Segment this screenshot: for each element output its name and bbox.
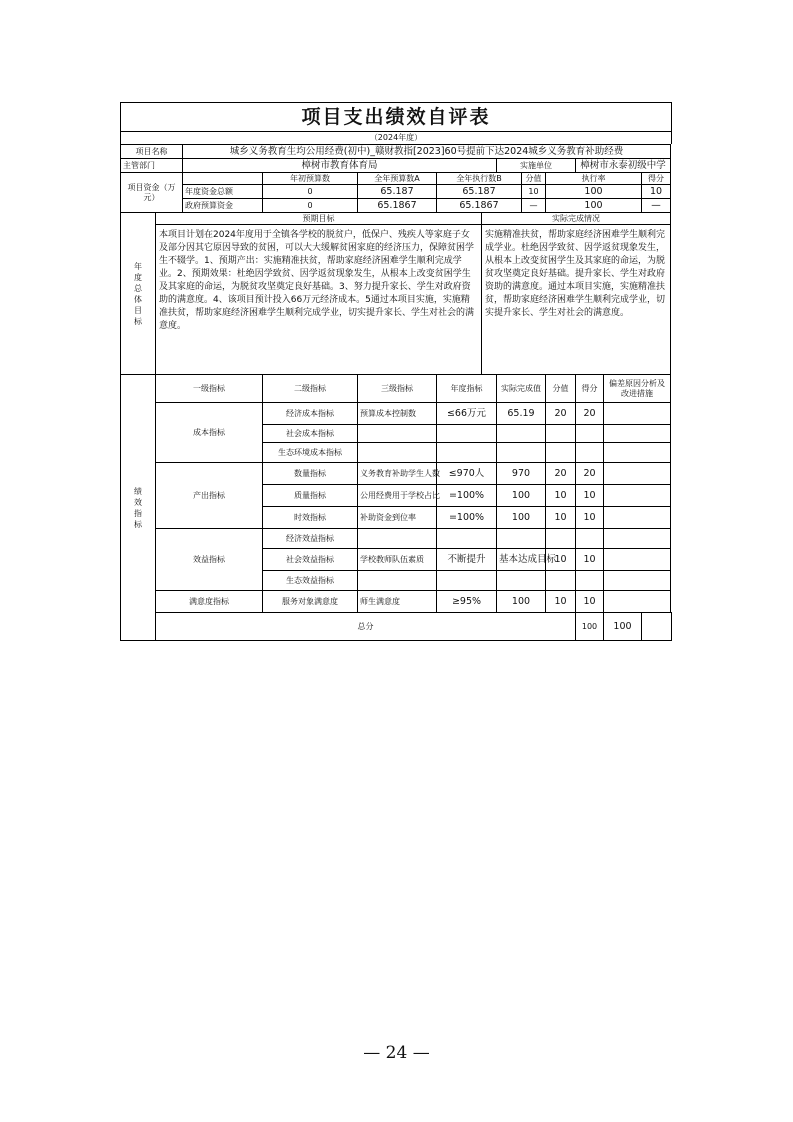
indicator-l3 xyxy=(358,443,437,463)
total-label: 总分 xyxy=(156,613,576,641)
indicator-row xyxy=(121,463,672,485)
indicator-group-cost: 成本指标 xyxy=(156,403,263,463)
funds-row-label: 年度资金总额 xyxy=(183,185,263,199)
indicator-l2: 生态效益指标 xyxy=(263,571,358,591)
indicator-target: =100% xyxy=(437,507,497,529)
indicator-l2: 经济成本指标 xyxy=(263,403,358,425)
indicator-actual xyxy=(497,571,546,591)
total-row xyxy=(121,613,672,641)
expected-goal-text: 本项目计划在2024年度用于全镇各学校的脱贫户，低保户、残疾人等家庭子女及部分因其它原因导致的贫困，可以大大缓解贫困家庭的经济压力，保障贫困学生不辍学。1、预期产出：实施精准扶贫，帮助家庭经济困难学生顺利完成学业。2、预期效果：杜绝因学致贫、因学返贫现象发生，从根本上改变贫困学生及其家庭的命运，为脱贫攻坚奠定良好基础。3、努力提升家长、学生对政府资助的满意度。4、该项目预计投入66万元经济成本。5通过本项目实施，实施精准扶贫，帮助家庭经济困难学生顺利完成学业，切实提升家长、学生对社会的满意度。 xyxy=(156,225,482,375)
indicator-header-l1: 一级指标 xyxy=(156,375,263,403)
funds-row-executed: 65.187 xyxy=(437,185,522,199)
indicator-row xyxy=(121,403,672,425)
indicator-l2: 数量指标 xyxy=(263,463,358,485)
funds-header-score: 得分 xyxy=(642,173,671,185)
impl-value: 樟树市永泰初级中学 xyxy=(576,159,671,173)
total-score: 100 xyxy=(604,613,642,641)
funds-header-executed: 全年执行数B xyxy=(437,173,522,185)
dept-label: 主管部门 xyxy=(121,159,183,173)
indicator-actual: 970 xyxy=(497,463,546,485)
total-deviation xyxy=(642,613,672,641)
indicator-target: ≥95% xyxy=(437,591,497,613)
indicators-label-cell xyxy=(121,375,156,641)
project-name-value: 城乡义务教育生均公用经费(初中)_赣财教指[2023]60号提前下达2024城乡义务教育补助经费 xyxy=(183,145,671,159)
indicator-l2: 社会成本指标 xyxy=(263,425,358,443)
indicator-score: 10 xyxy=(576,591,604,613)
indicator-deviation xyxy=(604,403,671,425)
funds-row-executed: 65.1867 xyxy=(437,199,522,213)
funds-row-annual: 65.187 xyxy=(358,185,437,199)
indicator-actual xyxy=(497,425,546,443)
indicator-score: 10 xyxy=(576,507,604,529)
funds-row-initial: 0 xyxy=(263,185,358,199)
indicator-value xyxy=(546,425,576,443)
indicator-score xyxy=(576,425,604,443)
indicator-actual: 100 xyxy=(497,507,546,529)
indicator-header-score: 得分 xyxy=(576,375,604,403)
indicator-header-value: 分值 xyxy=(546,375,576,403)
indicator-deviation xyxy=(604,443,671,463)
indicator-row xyxy=(121,529,672,549)
indicator-deviation xyxy=(604,529,671,549)
indicator-score: 20 xyxy=(576,463,604,485)
indicator-header-row xyxy=(121,375,672,403)
indicator-l2: 服务对象满意度 xyxy=(263,591,358,613)
goals-label: 年度总体目标 xyxy=(134,261,142,326)
total-value: 100 xyxy=(576,613,604,641)
indicator-l3 xyxy=(358,425,437,443)
indicator-target xyxy=(437,425,497,443)
indicator-l3 xyxy=(358,571,437,591)
indicator-value: 10 xyxy=(546,507,576,529)
funds-header-blank xyxy=(183,173,263,185)
actual-result-text: 实施精准扶贫，帮助家庭经济困难学生顺利完成学业。杜绝因学致贫、因学返贫现象发生，从根本上改变贫困学生及其家庭的命运，为脱贫攻坚奠定良好基础。提升家长、学生对政府资助的满意度。通过本项目实施，实施精准扶贫，帮助家庭经济困难学生顺利完成学业，切实提升家长、学生对社会的满意度。 xyxy=(482,225,671,375)
indicator-value: 10 xyxy=(546,549,576,571)
funds-row-score: — xyxy=(642,199,671,213)
indicator-target xyxy=(437,443,497,463)
goals-text-row xyxy=(121,225,672,375)
funds-row xyxy=(121,185,672,199)
indicator-l3: 补助资金到位率 xyxy=(358,507,437,529)
indicator-deviation xyxy=(604,571,671,591)
impl-label: 实施单位 xyxy=(497,159,576,173)
funds-row xyxy=(121,199,672,213)
indicator-deviation xyxy=(604,485,671,507)
form-title: 项目支出绩效自评表 xyxy=(120,102,672,131)
indicator-target: =100% xyxy=(437,485,497,507)
indicator-deviation xyxy=(604,507,671,529)
funds-label: 项目资金（万元） xyxy=(121,173,183,213)
page-number: — 24 — xyxy=(363,1043,430,1063)
indicator-header-l2: 二级指标 xyxy=(263,375,358,403)
funds-row-rate: 100 xyxy=(546,185,642,199)
indicator-group-output: 产出指标 xyxy=(156,463,263,529)
indicator-target: ≤970人 xyxy=(437,463,497,485)
indicator-l3: 公用经费用于学校占比 xyxy=(358,485,437,507)
indicator-actual xyxy=(497,529,546,549)
indicator-score: 10 xyxy=(576,485,604,507)
indicator-actual: 100 xyxy=(497,485,546,507)
funds-row-score: 10 xyxy=(642,185,671,199)
indicator-deviation xyxy=(604,549,671,571)
indicator-value xyxy=(546,571,576,591)
indicator-actual: 100 xyxy=(497,591,546,613)
funds-row-score-value: — xyxy=(522,199,546,213)
indicator-value xyxy=(546,443,576,463)
indicator-header-deviation: 偏差原因分析及改进措施 xyxy=(604,375,671,403)
indicator-deviation xyxy=(604,591,671,613)
indicator-score xyxy=(576,529,604,549)
indicator-group-satisfaction: 满意度指标 xyxy=(156,591,263,613)
indicator-row xyxy=(121,591,672,613)
funds-row-initial: 0 xyxy=(263,199,358,213)
funds-row-label: 政府预算资金 xyxy=(183,199,263,213)
indicator-l2: 生态环境成本指标 xyxy=(263,443,358,463)
indicator-deviation xyxy=(604,463,671,485)
goals-label-cell xyxy=(121,213,156,375)
indicator-header-l3: 三级指标 xyxy=(358,375,437,403)
indicator-value: 20 xyxy=(546,463,576,485)
indicator-actual xyxy=(497,443,546,463)
indicator-actual: 65.19 xyxy=(497,403,546,425)
indicator-value: 10 xyxy=(546,591,576,613)
indicator-l3: 义务教育补助学生人数 xyxy=(358,463,437,485)
indicator-target xyxy=(437,529,497,549)
indicator-score xyxy=(576,443,604,463)
funds-header-score-value: 分值 xyxy=(522,173,546,185)
evaluation-table xyxy=(120,144,672,641)
funds-header-annual: 全年预算数A xyxy=(358,173,437,185)
indicator-value: 10 xyxy=(546,485,576,507)
indicator-l2: 时效指标 xyxy=(263,507,358,529)
funds-row-score-value: 10 xyxy=(522,185,546,199)
indicator-actual: 基本达成目标 xyxy=(497,549,546,571)
indicator-score: 20 xyxy=(576,403,604,425)
indicator-group-benefit: 效益指标 xyxy=(156,529,263,591)
indicator-target xyxy=(437,571,497,591)
dept-value: 樟树市教育体育局 xyxy=(183,159,497,173)
indicator-target: ≤66万元 xyxy=(437,403,497,425)
indicator-l3: 师生满意度 xyxy=(358,591,437,613)
indicator-target: 不断提升 xyxy=(437,549,497,571)
goals-header-row xyxy=(121,213,672,225)
expected-goal-header: 预期目标 xyxy=(156,213,482,225)
indicator-value: 20 xyxy=(546,403,576,425)
indicator-l3 xyxy=(358,529,437,549)
funds-header-rate: 执行率 xyxy=(546,173,642,185)
indicator-l2: 社会效益指标 xyxy=(263,549,358,571)
evaluation-form xyxy=(120,102,672,641)
indicator-value xyxy=(546,529,576,549)
project-name-row xyxy=(121,145,672,159)
indicator-l2: 质量指标 xyxy=(263,485,358,507)
indicator-header-target: 年度指标 xyxy=(437,375,497,403)
indicator-score xyxy=(576,571,604,591)
indicator-score: 10 xyxy=(576,549,604,571)
indicator-l3: 学校教师队伍素质 xyxy=(358,549,437,571)
indicator-deviation xyxy=(604,425,671,443)
department-row xyxy=(121,159,672,173)
indicator-header-actual: 实际完成值 xyxy=(497,375,546,403)
form-year: （2024年度） xyxy=(120,131,672,144)
funds-header-initial: 年初预算数 xyxy=(263,173,358,185)
project-name-label: 项目名称 xyxy=(121,145,183,159)
funds-row-rate: 100 xyxy=(546,199,642,213)
indicator-l2: 经济效益指标 xyxy=(263,529,358,549)
actual-result-header: 实际完成情况 xyxy=(482,213,671,225)
indicators-label: 绩效指标 xyxy=(134,486,142,529)
indicator-l3: 预算成本控制数 xyxy=(358,403,437,425)
funds-row-annual: 65.1867 xyxy=(358,199,437,213)
funds-header-row xyxy=(121,173,672,185)
